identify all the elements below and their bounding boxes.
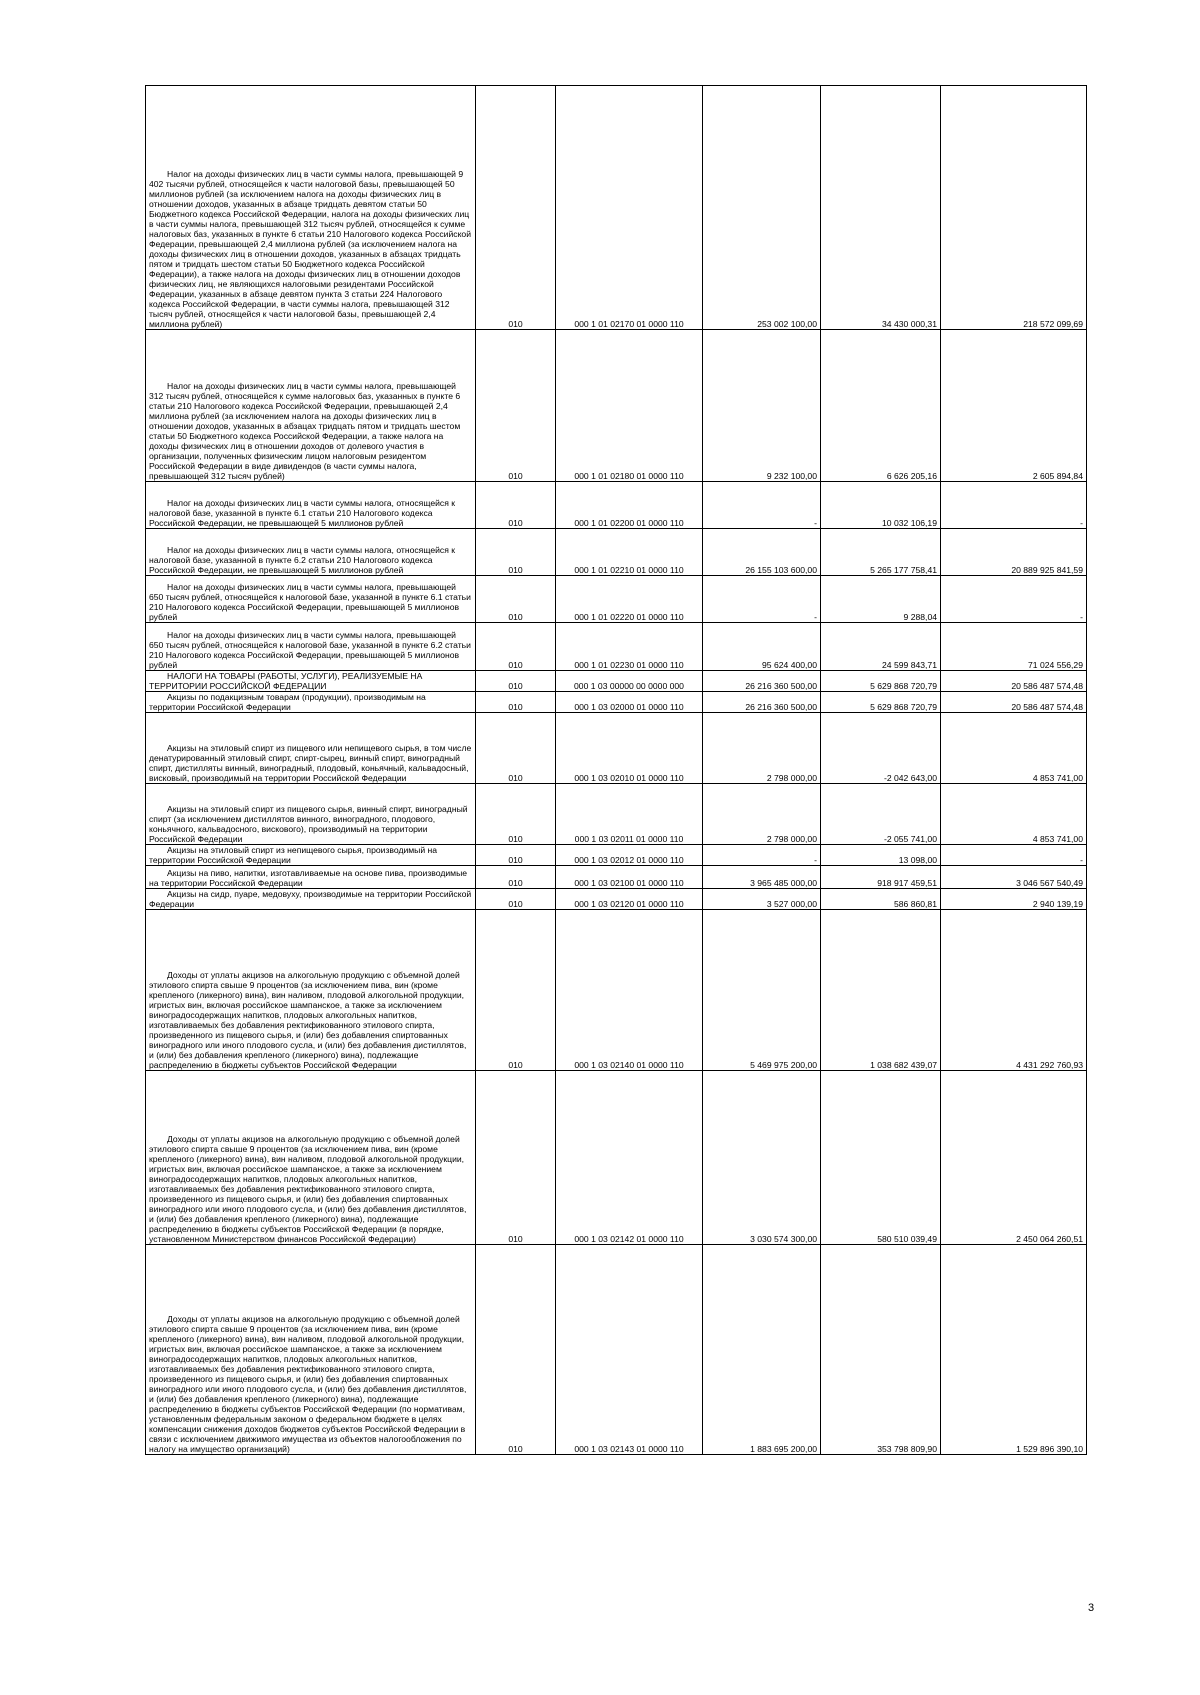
- table-row: [146, 529, 1087, 576]
- row-budget-code: 000 1 03 02142 01 0000 110: [556, 1071, 703, 1245]
- row-name: Налог на доходы физических лиц в части суммы налога, превышающей 9 402 тысячи рублей, относящейся к части налоговой базы, превышающей 50 миллионов рублей (за исключением налога на доходы физических лиц в отношении доходов, указанных в абзаце тридцать девятом статьи 50 Бюджетного кодекса Российской Федерации, налога на доходы физических лиц в части суммы налога, превышающей 312 тысяч рублей, относящейся к сумме налоговых баз, указанных в пункте 6 статьи 210 Налогового кодекса Российской Федерации, превышающей 2,4 миллиона рублей (за исключением налога на доходы физических лиц в отношении доходов, указанных в абзацах тридцать пятом и тридцать шестом статьи 50 Бюджетного кодекса Российской Федерации), а также налога на доходы физических лиц в отношении доходов физических лиц, не являющихся налоговыми резидентами Российской Федерации, указанных в абзаце девятом пункта 3 статьи 224 Налогового кодекса Российской Федерации, в части суммы налога, превышающей 312 тысяч рублей, относящейся к части налоговой базы, превышающей 2,4 миллиона рублей): [146, 86, 476, 330]
- row-name: Доходы от уплаты акцизов на алкогольную продукцию с объемной долей этилового спирта свыше 9 процентов (за исключением пива, вин (кроме крепленого (ликерного) вина), вин наливом, плодовой алкогольной продукции, игристых вин, включая российское шампанское, а также за исключением виноградосодержащих напитков, плодовых алкогольных напитков, изготавливаемых без добавления ректификованного этилового спирта, произведенного из пищевого сырья, и (или) без добавления спиртованных виноградного или иного плодового сусла, и (или) без добавления дистиллятов, и (или) без добавления крепленого (ликерного) вина), подлежащие распределению в бюджеты субъектов Российской Федерации (в порядке, установленном Министерством финансов Российской Федерации): [146, 1071, 476, 1245]
- row-approved: -: [703, 845, 821, 866]
- row-budget-code: 000 1 03 02011 01 0000 110: [556, 784, 703, 845]
- row-line-code: 010: [476, 910, 556, 1071]
- row-name: Акцизы на этиловый спирт из непищевого сырья, производимый на территории Российской Федерации: [146, 845, 476, 866]
- row-budget-code: 000 1 03 02000 01 0000 110: [556, 692, 703, 713]
- row-executed: 580 510 039,49: [821, 1071, 941, 1245]
- row-name: Акцизы на сидр, пуаре, медовуху, производимые на территории Российской Федерации: [146, 889, 476, 910]
- page-number: 3: [1088, 1602, 1095, 1614]
- row-name: Акцизы на этиловый спирт из пищевого сырья, винный спирт, виноградный спирт (за исключением дистиллятов винного, виноградного, плодового, коньячного, кальвадосного, вискового), производимый на территории Российской Федерации: [146, 784, 476, 845]
- row-approved: 5 469 975 200,00: [703, 910, 821, 1071]
- row-executed: 586 860,81: [821, 889, 941, 910]
- row-unexecuted: 4 853 741,00: [941, 713, 1087, 784]
- row-executed: 5 629 868 720,79: [821, 692, 941, 713]
- row-name: Доходы от уплаты акцизов на алкогольную продукцию с объемной долей этилового спирта свыше 9 процентов (за исключением пива, вин (кроме крепленого (ликерного) вина), вин наливом, плодовой алкогольной продукции, игристых вин, включая российское шампанское, а также за исключением виноградосодержащих напитков, плодовых алкогольных напитков, изготавливаемых без добавления ректификованного этилового спирта, произведенного из пищевого сырья, и (или) без добавления спиртованных виноградного или иного плодового сусла, и (или) без добавления дистиллятов, и (или) без добавления крепленого (ликерного) вина), подлежащие распределению в бюджеты субъектов Российской Федерации: [146, 910, 476, 1071]
- table-row: [146, 1245, 1087, 1455]
- row-name: Акцизы на этиловый спирт из пищевого или непищевого сырья, в том числе денатурированный этиловый спирт, спирт-сырец, винный спирт, виноградный спирт, дистилляты винный, виноградный, плодовый, коньячный, кальвадосный, висковый, производимый на территории Российской Федерации: [146, 713, 476, 784]
- table-row: [146, 86, 1087, 330]
- row-name: Налог на доходы физических лиц в части суммы налога, относящейся к налоговой базе, указанной в пункте 6.1 статьи 210 Налогового кодекса Российской Федерации, не превышающей 5 миллионов рублей: [146, 482, 476, 529]
- row-line-code: 010: [476, 784, 556, 845]
- row-executed: 24 599 843,71: [821, 623, 941, 671]
- row-executed: 5 265 177 758,41: [821, 529, 941, 576]
- row-line-code: 010: [476, 529, 556, 576]
- row-name: Налог на доходы физических лиц в части суммы налога, относящейся к налоговой базе, указанной в пункте 6.2 статьи 210 Налогового кодекса Российской Федерации, не превышающей 5 миллионов рублей: [146, 529, 476, 576]
- row-budget-code: 000 1 01 02170 01 0000 110: [556, 86, 703, 330]
- row-line-code: 010: [476, 692, 556, 713]
- row-approved: 95 624 400,00: [703, 623, 821, 671]
- row-unexecuted: -: [941, 845, 1087, 866]
- row-line-code: 010: [476, 330, 556, 482]
- table-row: [146, 482, 1087, 529]
- row-unexecuted: 218 572 099,69: [941, 86, 1087, 330]
- row-budget-code: 000 1 03 02010 01 0000 110: [556, 713, 703, 784]
- row-executed: 6 626 205,16: [821, 330, 941, 482]
- row-name: Налог на доходы физических лиц в части суммы налога, превышающей 650 тысяч рублей, относящейся к налоговой базе, указанной в пункте 6.2 статьи 210 Налогового кодекса Российской Федерации, превышающей 5 миллионов рублей: [146, 623, 476, 671]
- row-name: Акцизы по подакцизным товарам (продукции), производимым на территории Российской Федерации: [146, 692, 476, 713]
- row-line-code: 010: [476, 1071, 556, 1245]
- table-row: [146, 784, 1087, 845]
- row-name: Налог на доходы физических лиц в части суммы налога, превышающей 650 тысяч рублей, относящейся к налоговой базе, указанной в пункте 6.1 статьи 210 Налогового кодекса Российской Федерации, превышающей 5 миллионов рублей: [146, 576, 476, 623]
- row-executed: 353 798 809,90: [821, 1245, 941, 1455]
- row-budget-code: 000 1 03 02012 01 0000 110: [556, 845, 703, 866]
- row-approved: 1 883 695 200,00: [703, 1245, 821, 1455]
- income-table: [145, 85, 1087, 1455]
- row-approved: 3 965 485 000,00: [703, 866, 821, 889]
- row-line-code: 010: [476, 576, 556, 623]
- row-unexecuted: 2 450 064 260,51: [941, 1071, 1087, 1245]
- table-row: [146, 1071, 1087, 1245]
- row-approved: -: [703, 576, 821, 623]
- row-executed: -2 042 643,00: [821, 713, 941, 784]
- row-budget-code: 000 1 03 02100 01 0000 110: [556, 866, 703, 889]
- row-executed: 1 038 682 439,07: [821, 910, 941, 1071]
- row-executed: 5 629 868 720,79: [821, 671, 941, 692]
- row-unexecuted: 3 046 567 540,49: [941, 866, 1087, 889]
- row-unexecuted: -: [941, 576, 1087, 623]
- row-line-code: 010: [476, 889, 556, 910]
- table-row: [146, 623, 1087, 671]
- table-row: [146, 576, 1087, 623]
- row-unexecuted: 20 889 925 841,59: [941, 529, 1087, 576]
- table-row: [146, 671, 1087, 692]
- table-row: [146, 889, 1087, 910]
- row-budget-code: 000 1 01 02210 01 0000 110: [556, 529, 703, 576]
- row-name: НАЛОГИ НА ТОВАРЫ (РАБОТЫ, УСЛУГИ), РЕАЛИЗУЕМЫЕ НА ТЕРРИТОРИИ РОССИЙСКОЙ ФЕДЕРАЦИИ: [146, 671, 476, 692]
- row-line-code: 010: [476, 866, 556, 889]
- row-unexecuted: 20 586 487 574,48: [941, 671, 1087, 692]
- row-budget-code: 000 1 03 02143 01 0000 110: [556, 1245, 703, 1455]
- row-executed: -2 055 741,00: [821, 784, 941, 845]
- row-line-code: 010: [476, 845, 556, 866]
- row-approved: 3 527 000,00: [703, 889, 821, 910]
- row-unexecuted: 1 529 896 390,10: [941, 1245, 1087, 1455]
- table-row: [146, 330, 1087, 482]
- row-name: Налог на доходы физических лиц в части суммы налога, превышающей 312 тысяч рублей, относящейся к сумме налоговых баз, указанных в пункте 6 статьи 210 Налогового кодекса Российской Федерации, превышающей 2,4 миллиона рублей (за исключением налога на доходы физических лиц в отношении доходов, указанных в абзацах тридцать пятом и тридцать шестом статьи 50 Бюджетного кодекса Российской Федерации, а также налога на доходы физических лиц в отношении доходов от долевого участия в организации, полученных физическим лицом налоговым резидентом Российской Федерации в виде дивидендов (в части суммы налога, превышающей 312 тысяч рублей): [146, 330, 476, 482]
- row-line-code: 010: [476, 671, 556, 692]
- row-budget-code: 000 1 01 02180 01 0000 110: [556, 330, 703, 482]
- row-line-code: 010: [476, 1245, 556, 1455]
- row-approved: -: [703, 482, 821, 529]
- row-executed: 918 917 459,51: [821, 866, 941, 889]
- row-budget-code: 000 1 03 02120 01 0000 110: [556, 889, 703, 910]
- row-approved: 26 216 360 500,00: [703, 671, 821, 692]
- row-unexecuted: 20 586 487 574,48: [941, 692, 1087, 713]
- table-row: [146, 845, 1087, 866]
- row-name: Доходы от уплаты акцизов на алкогольную продукцию с объемной долей этилового спирта свыше 9 процентов (за исключением пива, вин (кроме крепленого (ликерного) вина), вин наливом, плодовой алкогольной продукции, игристых вин, включая российское шампанское, а также за исключением виноградосодержащих напитков, плодовых алкогольных напитков, изготавливаемых без добавления ректификованного этилового спирта, произведенного из пищевого сырья, и (или) без добавления спиртованных виноградного или иного плодового сусла, и (или) без добавления дистиллятов, и (или) без добавления крепленого (ликерного) вина), подлежащие распределению в бюджеты субъектов Российской Федерации (по нормативам, установленным федеральным законом о федеральном бюджете в целях компенсации снижения доходов бюджетов субъектов Российской Федерации в связи с исключением движимого имущества из объектов налогообложения по налогу на имущество организаций): [146, 1245, 476, 1455]
- table-row: [146, 910, 1087, 1071]
- row-unexecuted: -: [941, 482, 1087, 529]
- row-approved: 26 155 103 600,00: [703, 529, 821, 576]
- row-executed: 34 430 000,31: [821, 86, 941, 330]
- row-budget-code: 000 1 03 02140 01 0000 110: [556, 910, 703, 1071]
- row-unexecuted: 71 024 556,29: [941, 623, 1087, 671]
- table-row: [146, 692, 1087, 713]
- row-approved: 26 216 360 500,00: [703, 692, 821, 713]
- row-unexecuted: 2 940 139,19: [941, 889, 1087, 910]
- row-budget-code: 000 1 01 02200 01 0000 110: [556, 482, 703, 529]
- row-line-code: 010: [476, 86, 556, 330]
- row-unexecuted: 4 853 741,00: [941, 784, 1087, 845]
- row-budget-code: 000 1 03 00000 00 0000 000: [556, 671, 703, 692]
- row-approved: 9 232 100,00: [703, 330, 821, 482]
- row-unexecuted: 4 431 292 760,93: [941, 910, 1087, 1071]
- row-unexecuted: 2 605 894,84: [941, 330, 1087, 482]
- row-approved: 3 030 574 300,00: [703, 1071, 821, 1245]
- row-executed: 13 098,00: [821, 845, 941, 866]
- row-approved: 2 798 000,00: [703, 713, 821, 784]
- row-name: Акцизы на пиво, напитки, изготавливаемые на основе пива, производимые на территории Российской Федерации: [146, 866, 476, 889]
- row-line-code: 010: [476, 482, 556, 529]
- row-executed: 9 288,04: [821, 576, 941, 623]
- row-budget-code: 000 1 01 02230 01 0000 110: [556, 623, 703, 671]
- row-approved: 253 002 100,00: [703, 86, 821, 330]
- row-executed: 10 032 106,19: [821, 482, 941, 529]
- table-row: [146, 713, 1087, 784]
- row-line-code: 010: [476, 623, 556, 671]
- table-row: [146, 866, 1087, 889]
- row-budget-code: 000 1 01 02220 01 0000 110: [556, 576, 703, 623]
- row-approved: 2 798 000,00: [703, 784, 821, 845]
- row-line-code: 010: [476, 713, 556, 784]
